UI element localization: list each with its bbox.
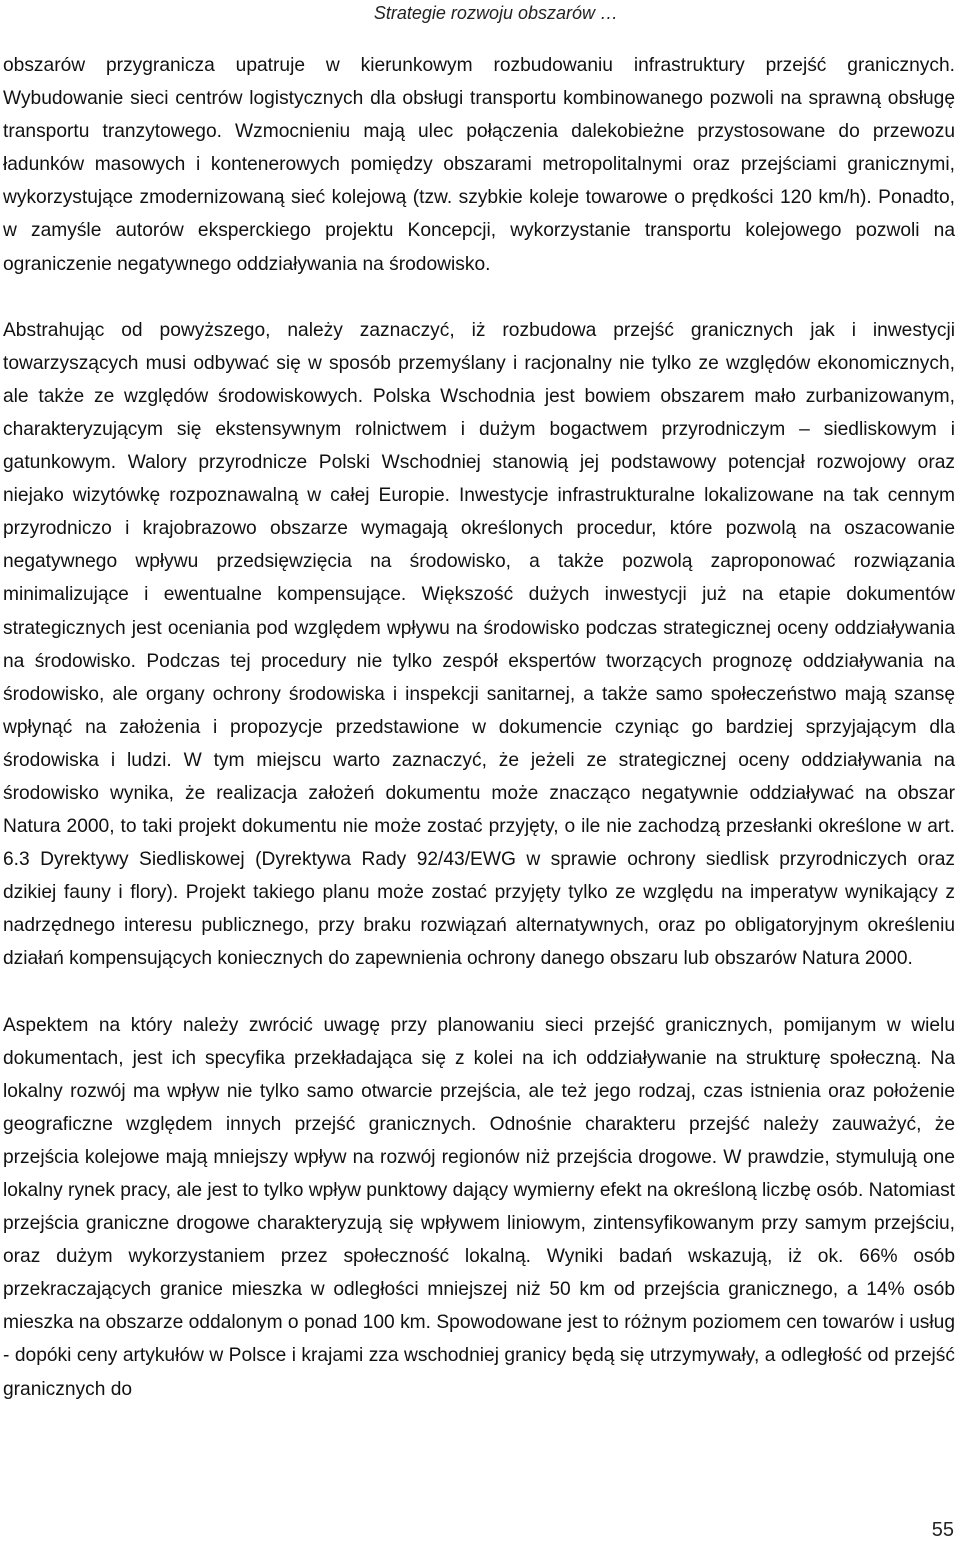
paragraph-2: Abstrahując od powyższego, należy zaznaczyć, iż rozbudowa przejść granicznych jak i inwestycji towarzyszących musi odbywać się w sposób przemyślany i racjonalny nie tylko ze względów ekonomicznych, ale także ze względów środowiskowych. Polska Wschodnia jest bowiem obszarem mało zurbanizowanym, charakteryzującym się ekstensywnym rolnictwem i dużym bogactwem przyrodniczym – siedliskowym i gatunkowym. Walory przyrodnicze Polski Wschodniej stanowią jej podstawowy potencjał rozwojowy oraz niejako wizytówkę rozpoznawalną w całej Europie. Inwestycje infrastrukturalne lokalizowane na tak cennym przyrodniczo i krajobrazowo obszarze wymagają określonych procedur, które pozwolą na oszacowanie negatywnego wpływu przedsięwzięcia na środowisko, a także pozwolą zaproponować rozwiązania minimalizujące i ewentualne kompensujące. Większość dużych inwestycji już na etapie dokumentów strategicznych jest oceniania pod względem wpływu na środowisko podczas strategicznej oceny oddziaływania na środowisko. Podczas tej procedury nie tylko zespół ekspertów tworzących prognozę oddziaływania na środowisko, ale organy ochrony środowiska i inspekcji sanitarnej, a także samo społeczeństwo mają szansę wpłynąć na założenia i propozycje przedstawione w dokumencie czyniąc go bardziej sprzyjającym dla środowiska i ludzi. W tym miejscu warto zaznaczyć, że jeżeli ze strategicznej oceny oddziaływania na środowisko wynika, że realizacja założeń dokumentu może znacząco negatywnie oddziaływać na obszar Natura 2000, to taki projekt dokumentu nie może zostać przyjęty, o ile nie zachodzą przesłanki określone w art. 6.3 Dyrektywy Siedliskowej (Dyrektywa Rady 92/43/EWG w sprawie ochrony siedlisk przyrodniczych oraz dzikiej fauny i flory). Projekt takiego planu może zostać przyjęty tylko ze względu na imperatyw wynikający z nadrzędnego interesu publicznego, przy braku rozwiązań alternatywnych, oraz po obligatoryjnym określeniu działań kompensujących koniecznych do zapewnienia ochrony danego obszaru lub obszarów Natura 2000.	[3, 319, 955, 970]
paragraph-3: Aspektem na który należy zwrócić uwagę przy planowaniu sieci przejść granicznych, pomijanym w wielu dokumentach, jest ich specyfika przekładająca się z kolei na ich oddziaływanie na strukturę społeczną. Na lokalny rozwój ma wpływ nie tylko samo otwarcie przejścia, ale też jego rodzaj, czas istnienia oraz położenie geograficzne względem innych przejść granicznych. Odnośnie charakteru przejść należy zauważyć, że przejścia kolejowe mają mniejszy wpływ na rozwój regionów niż przejścia drogowe. W prawdzie, stymulują one lokalny rynek pracy, ale jest to tylko wpływ punktowy dający wymierny efekt na określoną liczbę osób. Natomiast przejścia graniczne drogowe charakteryzują się wpływem liniowym, zintensyfikowanym przy samym przejściu, oraz dużym wykorzystaniem przez społeczność lokalną. Wyniki badań wskazują, iż ok. 66% osób przekraczających granice mieszka w odległości mniejszej niż 50 km od przejścia granicznego, a 14% osób mieszka na obszarze oddalonym o ponad 100 km. Spowodowane jest to różnym poziomem cen towarów i usług - dopóki ceny artykułów w Polsce i krajami zza wschodniej granicy będą się utrzymywały, a odległość od przejść granicznych do	[3, 1014, 955, 1400]
paragraph-1: obszarów przygranicza upatruje w kierunkowym rozbudowaniu infrastruktury przejść granicznych. Wybudowanie sieci centrów logistycznych dla obsługi transportu kombinowanego pozwoli na sprawną obsługę transportu tranzytowego. Wzmocnieniu mają ulec połączenia dalekobieżne przystosowane do przewozu ładunków masowych i kontenerowych pomiędzy obszarami metropolitalnymi oraz przejściami granicznymi, wykorzystujące zmodernizowaną sieć kolejową (tzw. szybkie koleje towarowe o prędkości 120 km/h). Ponadto, w zamyśle autorów eksperckiego projektu Koncepcji, wykorzystanie transportu kolejowego pozwoli na ograniczenie negatywnego oddziaływania na środowisko.	[3, 55, 955, 275]
body-text	[3, 49, 955, 1406]
page-number: 55	[931, 1519, 954, 1541]
running-header: Strategie rozwoju obszarów …	[373, 3, 618, 23]
